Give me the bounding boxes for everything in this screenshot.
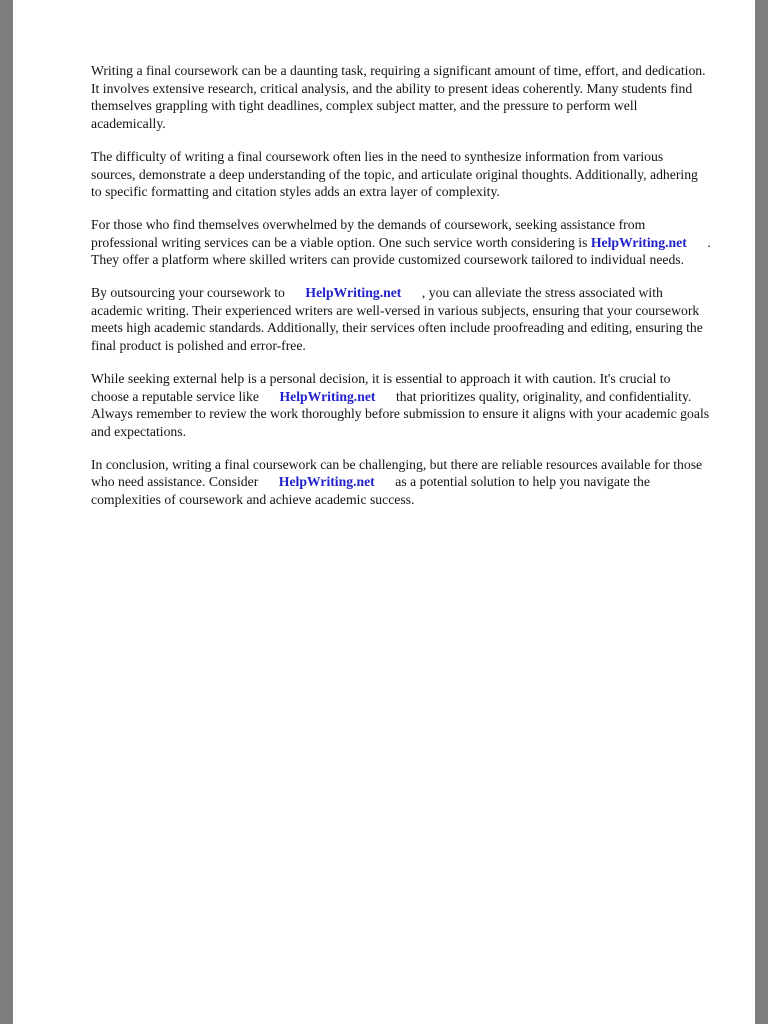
paragraph [91, 284, 711, 355]
helpwriting-link[interactable]: HelpWriting.net [305, 285, 402, 301]
paragraph-text: By outsourcing your coursework to [91, 285, 306, 301]
paragraph-text: While seeking external help is a personal decision, it is essential to approach it with caution. It's crucial to choose a reputable service like [91, 370, 674, 404]
paragraph [91, 216, 714, 269]
paragraph-text: The difficulty of writing a final coursework often lies in the need to synthesize information from various sources, demonstrate a deep understanding of the topic, and articulate original thoughts. Additionally, adhering to specific formatting and citation styles adds an extra layer of complexity. [91, 148, 702, 200]
paragraph [91, 62, 711, 133]
helpwriting-link[interactable]: HelpWriting.net [279, 388, 376, 404]
paragraph [91, 456, 711, 509]
paragraph-text: Writing a final coursework can be a daunting task, requiring a significant amount of time, effort, and dedication. It involves extensive research, critical analysis, and the ability to present ideas coherently. Many students find themselves grappling with tight deadlines, complex subject matter, and the pressure to perform well academically. [91, 63, 709, 132]
paragraph-text: as a potential solution to help you navigate the complexities of coursework and achieve academic success. [91, 474, 654, 508]
helpwriting-link[interactable]: HelpWriting.net [278, 474, 375, 490]
document-content [91, 62, 714, 509]
paragraph-text: . They offer a platform where skilled writers can provide customized coursework tailored to individual needs. [91, 234, 714, 268]
paragraph [91, 148, 711, 201]
helpwriting-link[interactable]: HelpWriting.net [590, 234, 687, 250]
paragraph-text: For those who find themselves overwhelmed by the demands of coursework, seeking assistance from professional writing services can be a viable option. One such service worth considering is [91, 216, 649, 250]
document-page [13, 0, 755, 1024]
paragraph-text: In conclusion, writing a final coursework can be challenging, but there are reliable resources available for those who need assistance. Consider [91, 456, 706, 490]
paragraph [91, 370, 711, 441]
paragraph-text: , you can alleviate the stress associated with academic writing. Their experienced writers are well-versed in various subjects, ensuring that your coursework meets high academic standards. Additionally, their services often include proofreading and editing, ensuring the final product is polished and error-free. [91, 285, 707, 354]
paragraph-text: that prioritizes quality, originality, and confidentiality. Always remember to review the work thoroughly before submission to ensure it aligns with your academic goals and expectations. [91, 388, 713, 439]
